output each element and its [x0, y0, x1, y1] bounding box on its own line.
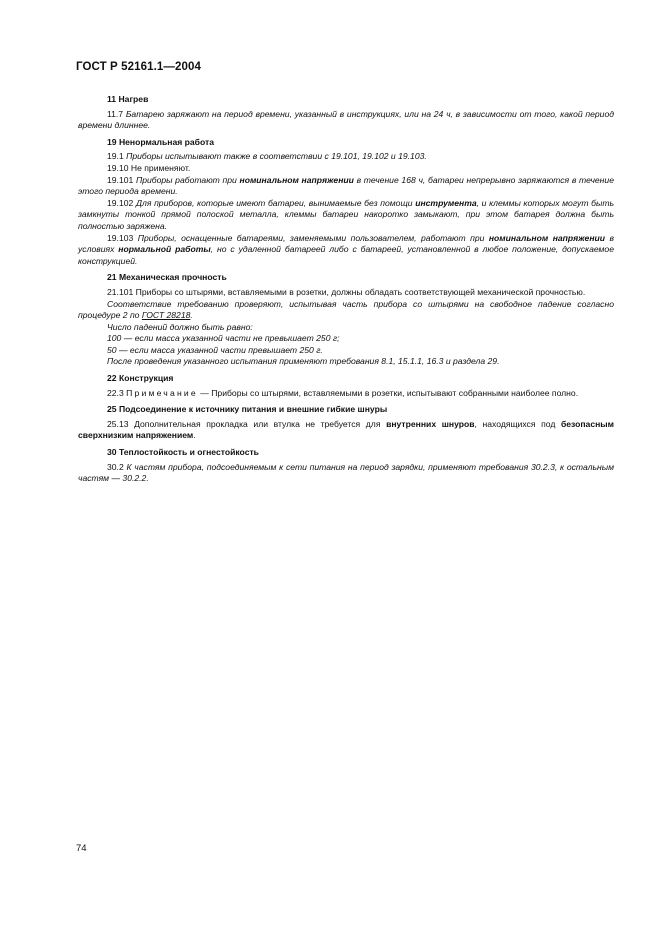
clause-text: Приборы, оснащенные батареями, заменяемыми пользователем, работают при — [137, 232, 489, 243]
section-22-heading: 22 Конструкция — [107, 373, 174, 384]
clause-25-13 — [78, 419, 614, 442]
clause-number: 30.2 — [107, 461, 127, 472]
section-11-heading: 11 Нагрев — [107, 94, 149, 104]
clause-text: , и клеммы которых могут быть замкнуты тонкой прямой полоской металла, клеммы батареи накоротко замыкают, при этом батарея должна быть полностью заряжена. — [78, 197, 614, 231]
clause-text: , но с удаленной батареей либо с батареей, установленной в любое положение, допускаемое конструкцией. — [78, 244, 614, 266]
clause-number: 19.101 — [107, 174, 136, 185]
clause-19-10: 19.10 Не применяют. — [107, 162, 191, 173]
drop-count-item-1: 100 — если масса указанной части не превышает 250 г; — [107, 333, 340, 344]
defined-term: инструмента — [415, 197, 477, 208]
compliance-test — [78, 299, 614, 322]
section-19-heading: 19 Ненормальная работа — [107, 136, 215, 147]
note-label: Примечание — [126, 387, 198, 398]
clause-text: — Приборы со штырями, вставляемыми в розетки, испытывают собранными наиболее полно. — [197, 387, 579, 398]
clause-number: 11.7 — [107, 108, 126, 119]
gost-28218-link[interactable]: ГОСТ 28218 — [141, 310, 191, 321]
defined-term: нормальной работы — [118, 244, 211, 255]
section-30-heading: 30 Теплостойкость и огнестойкость — [107, 447, 259, 458]
clause-text: . — [193, 430, 196, 441]
clause-number: 19.103 — [107, 232, 138, 243]
drop-count-intro: Число падений должно быть равно: — [107, 321, 253, 332]
defined-term: безопасным сверхнизким напряжением — [78, 418, 614, 441]
clause-number: 22.3 — [107, 387, 127, 398]
defined-term: номинальном напряжении — [488, 232, 606, 243]
clause-19-101 — [78, 175, 614, 198]
clause-text: Приборы работают при — [135, 174, 240, 185]
defined-term: номинальном напряжении — [239, 174, 354, 185]
section-21-heading: 21 Механическая прочность — [107, 272, 227, 283]
clause-number: 19.1 — [107, 151, 127, 162]
clause-text: в течение 168 ч, батареи непрерывно заряжаются в течение этого периода времени. — [78, 174, 614, 197]
standard-header: ГОСТ Р 52161.1—2004 — [76, 61, 201, 73]
defined-term: внутренних шнуров — [386, 418, 475, 429]
clause-text: Батарею заряжают на период времени, указанный в инструкциях, или на 24 ч, в зависимости от того, какой период времени длиннее. — [78, 108, 614, 131]
clause-text: Приборы испытывают также в соответствии с 19.101, 19.102 и 19.103. — [126, 151, 427, 162]
document-body — [78, 94, 614, 485]
clause-text: Соответствие требованию проверяют, испытывая часть прибора со штырями на свободное падение согласно процедуре 2 по — [78, 298, 614, 321]
clause-22-3 — [78, 388, 614, 400]
post-test-requirements: После проведения указанного испытания применяют требования 8.1, 15.1.1, 16.3 и раздела 29. — [107, 356, 500, 367]
clause-text: в условиях — [78, 232, 614, 255]
clause-text: 25.13 Дополнительная прокладка или втулка не требуется для — [107, 418, 387, 429]
clause-number: 19.102 — [107, 197, 136, 208]
page-number: 74 — [76, 843, 87, 854]
clause-19-102 — [78, 198, 614, 233]
clause-19-1 — [78, 151, 614, 163]
drop-count-item-2: 50 — если масса указанной части превышает 250 г. — [107, 344, 323, 355]
clause-11-7 — [78, 109, 614, 132]
clause-30-2 — [78, 462, 614, 485]
clause-text: . — [190, 310, 193, 321]
clause-text: Для приборов, которые имеют батареи, вынимаемые без помощи — [135, 197, 416, 208]
clause-19-103 — [78, 233, 614, 268]
clause-text: , находящихся под — [474, 418, 561, 429]
section-25-heading: 25 Подсоединение к источнику питания и внешние гибкие шнуры — [107, 404, 388, 415]
clause-21-101: 21.101 Приборы со штырями, вставляемыми в розетки, должны обладать соответствующей механической прочностью. — [107, 286, 586, 297]
clause-text: К частям прибора, подсоединяемым к сети питания на период зарядки, применяют требования 30.2.3, к остальным частям — 30.2.2. — [78, 461, 614, 484]
